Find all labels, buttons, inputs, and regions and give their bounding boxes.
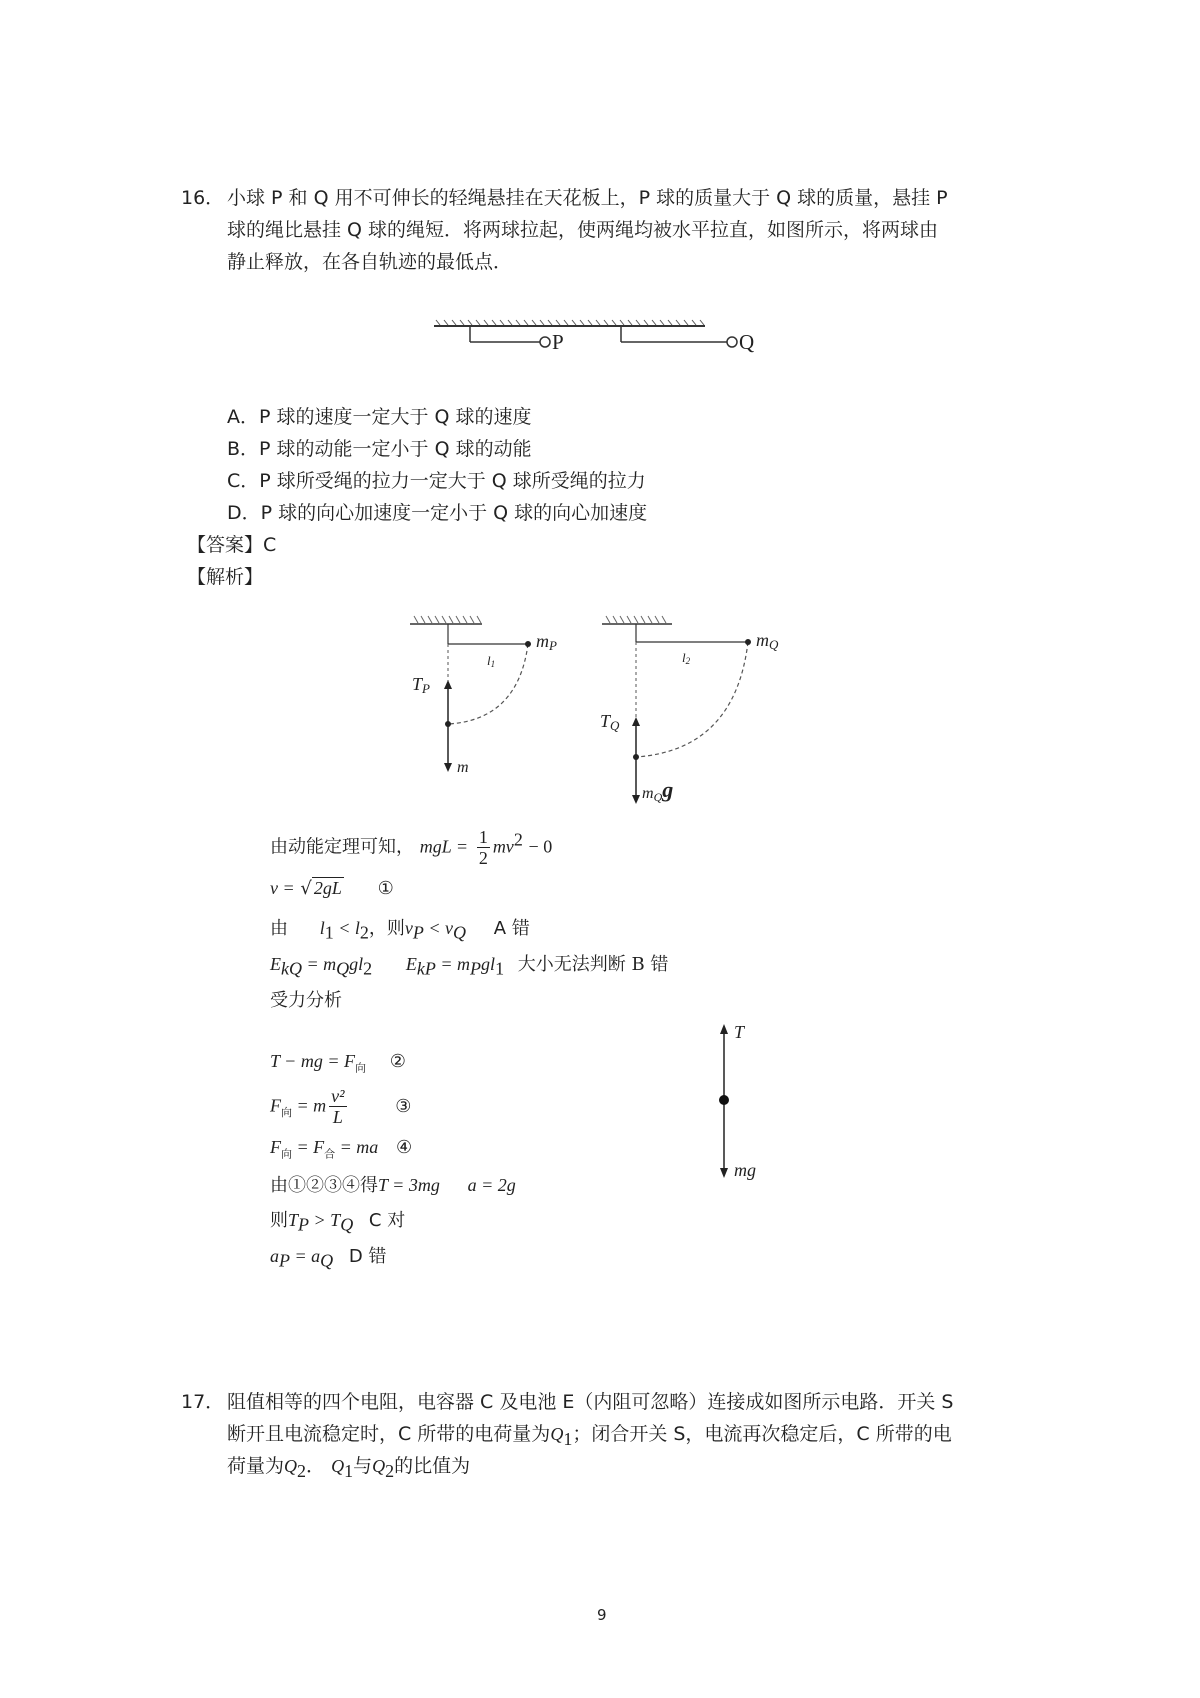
q16-stem-line-1: 小球 P 和 Q 用不可伸长的轻绳悬挂在天花板上，P 球的质量大于 Q 球的质量，悬挂 P	[227, 187, 948, 209]
analysis-label: 【解析】	[187, 566, 264, 588]
weight-label: mg	[734, 1160, 756, 1180]
option-b: B．P 球的动能一定小于 Q 球的动能	[227, 438, 532, 460]
svg-text:TP: TP	[412, 674, 430, 696]
ball-q-label: Q	[739, 330, 755, 354]
ball-p-label: P	[552, 330, 564, 354]
option-c: C．P 球所受绳的拉力一定大于 Q 球所受绳的拉力	[227, 470, 646, 492]
q17-stem-line-2: 断开且电流稳定时，C 所带的电荷量为$Q_1$；闭合开关 S，电流再次稳定后，C 所带的电	[227, 1423, 952, 1449]
solution-line-5: 受力分析	[270, 990, 342, 1011]
solution-line-8: $F_向 = F_合$ = ma ④	[270, 1137, 413, 1161]
q17-stem-line-3: 荷量为$Q_2$． $Q_1$与$Q_2$的比值为	[227, 1455, 471, 1481]
svg-text:m: m	[457, 759, 469, 776]
solution-line-1: 由动能定理可知， mgL = $\frac{1}{2}$ $mv^2 - 0$	[270, 827, 553, 868]
solution-line-2: v = √ 2gL ①	[270, 878, 394, 899]
svg-text:TQ: TQ	[600, 711, 620, 733]
q17-stem-line-1: 阻值相等的四个电阻，电容器 C 及电池 E（内阻可忽略）连接成如图所示电路．开关 S	[227, 1391, 954, 1413]
svg-text:mQg: mQg	[642, 777, 674, 804]
solution-line-7: $F_向 = m$ $\frac{\text{v²}}{L}$ ③	[270, 1086, 412, 1127]
option-d: D．P 球的向心加速度一定小于 Q 球的向心加速度	[227, 502, 648, 524]
svg-text:l2: l2	[682, 650, 691, 666]
tension-label: T	[734, 1022, 745, 1042]
solution-line-3: 由 $l_1 < l_2$，则$v_P < v_Q$ A 错	[270, 918, 530, 943]
q16-stem-line-2: 球的绳比悬挂 Q 球的绳短．将两球拉起，使两绳均被水平拉直，如图所示，将两球由	[227, 219, 939, 241]
pendulum-analysis-figure	[400, 612, 840, 807]
answer-label: 【答案】C	[187, 534, 277, 556]
solution-line-9: 由①②③④得T = 3mg a = 2g	[270, 1175, 516, 1196]
svg-text:l1: l1	[487, 653, 496, 669]
solution-line-6: T − mg = $F_向$ ②	[270, 1051, 406, 1075]
q16-number: 16．	[181, 187, 225, 209]
solution-line-10: 则$T_P > T_Q$ C 对	[270, 1210, 406, 1235]
force-diagram	[710, 1020, 780, 1180]
q16-stem-line-3: 静止释放，在各自轨迹的最低点．	[227, 251, 513, 273]
option-a: A．P 球的速度一定大于 Q 球的速度	[227, 406, 532, 428]
solution-line-4: $E_{kQ} = m_Qgl_2$ $E_{kP} = m_Pgl_1$ 大小无法判断 B 错	[270, 954, 669, 979]
page-number: 9	[597, 1606, 607, 1624]
q16-ceiling-figure	[430, 316, 770, 356]
svg-text:mP: mP	[536, 631, 557, 653]
q17-number: 17．	[181, 1391, 225, 1413]
solution-line-11: $a_P = a_Q$ D 错	[270, 1246, 387, 1271]
svg-text:mQ: mQ	[756, 630, 779, 652]
